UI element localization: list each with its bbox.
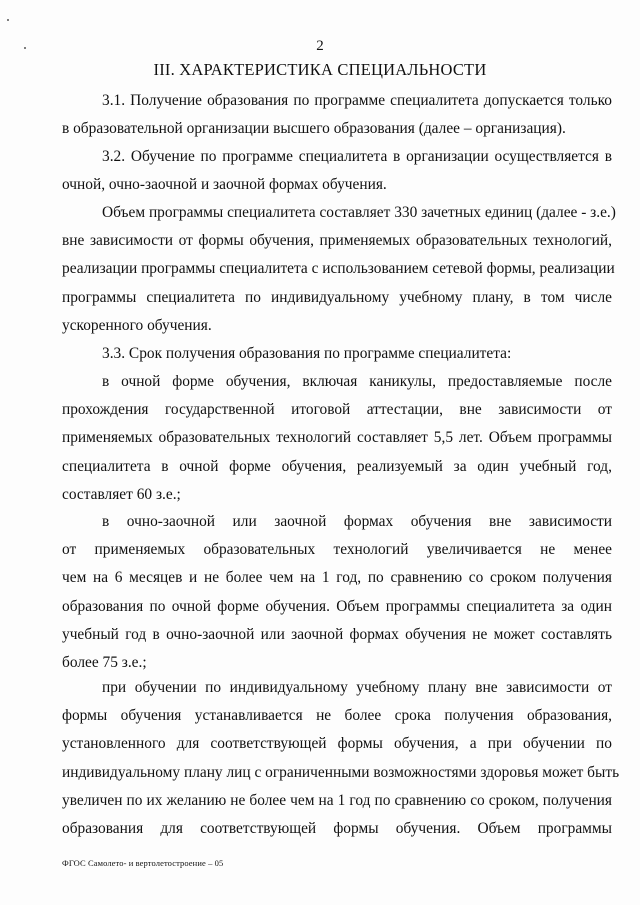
text-line: от применяемых образовательных технологий увеличивается не менее (62, 541, 612, 559)
text-line: более 75 з.е.; (62, 654, 147, 672)
text-line: 3.1. Получение образования по программе специалитета допускается только (102, 92, 612, 109)
paragraph-3-2 (62, 143, 612, 199)
text-line: при обучении по индивидуальному учебному плану вне зависимости от (102, 679, 612, 696)
paragraph-individual-plan (62, 674, 620, 843)
page-number: 2 (316, 38, 324, 54)
paragraph-volume (62, 199, 616, 340)
paragraph-3-1 (62, 87, 612, 143)
section-title: III. ХАРАКТЕРИСТИКА СПЕЦИАЛЬНОСТИ (153, 60, 487, 79)
text-line: чем на 6 месяцев и не более чем на 1 год, по сравнению со сроком получения (62, 569, 612, 587)
text-line: применяемых образовательных технологий составляет 5,5 лет. Объем программы (62, 429, 612, 447)
text-line: специалитета в очной форме обучения, реализуемый за один учебный год, (62, 457, 612, 475)
text-line: в очной форме обучения, включая каникулы, предоставляемые после (102, 373, 612, 390)
text-line: учебный год в очно-заочной или заочной формах обучения не может составлять (62, 625, 612, 643)
text-line: 3.2. Обучение по программе специалитета в организации осуществляется в (102, 148, 612, 165)
scan-speck (24, 47, 26, 49)
text-line: в очно-заочной или заочной формах обучения вне зависимости (102, 513, 612, 530)
text-line: формы обучения устанавливается не более срока получения образования, (62, 707, 612, 725)
text-line: программы специалитета по индивидуальному учебному плану, в том числе (62, 288, 612, 306)
paragraph-part-time (62, 508, 612, 677)
text-line: увеличен по их желанию не более чем на 1 год по сравнению со сроком, получения (62, 791, 612, 809)
scan-speck (7, 19, 9, 21)
text-line: образования для соответствующей формы обучения. Объем программы (62, 820, 612, 838)
text-line: ускоренного обучения. (62, 316, 212, 334)
text-line: вне зависимости от формы обучения, применяемых образовательных технологий, (62, 232, 612, 250)
text-line: индивидуальному плану лиц с ограниченными возможностями здоровья может быть (62, 763, 620, 781)
text-line: прохождения государственной итоговой аттестации, вне зависимости от (62, 401, 612, 419)
text-line: составляет 60 з.е.; (62, 485, 181, 503)
text-line: очной, очно-заочной и заочной формах обучения. (62, 176, 387, 194)
paragraph-3-3 (62, 340, 612, 368)
page-footer: ФГОС Самолето- и вертолетостроение – 05 (62, 858, 224, 868)
text-line: 3.3. Срок получения образования по программе специалитета: (102, 345, 512, 362)
text-line: в образовательной организации высшего образования (далее – организация). (62, 120, 566, 138)
text-line: образования по очной форме обучения. Объем программы специалитета за один (62, 597, 612, 615)
text-line: Объем программы специалитета составляет 330 зачетных единиц (далее - з.е.) (102, 204, 616, 221)
text-line: установленного для соответствующей формы обучения, а при обучении по (62, 735, 612, 753)
text-line: реализации программы специалитета с использованием сетевой формы, реализации (62, 260, 615, 278)
paragraph-full-time (62, 368, 612, 509)
